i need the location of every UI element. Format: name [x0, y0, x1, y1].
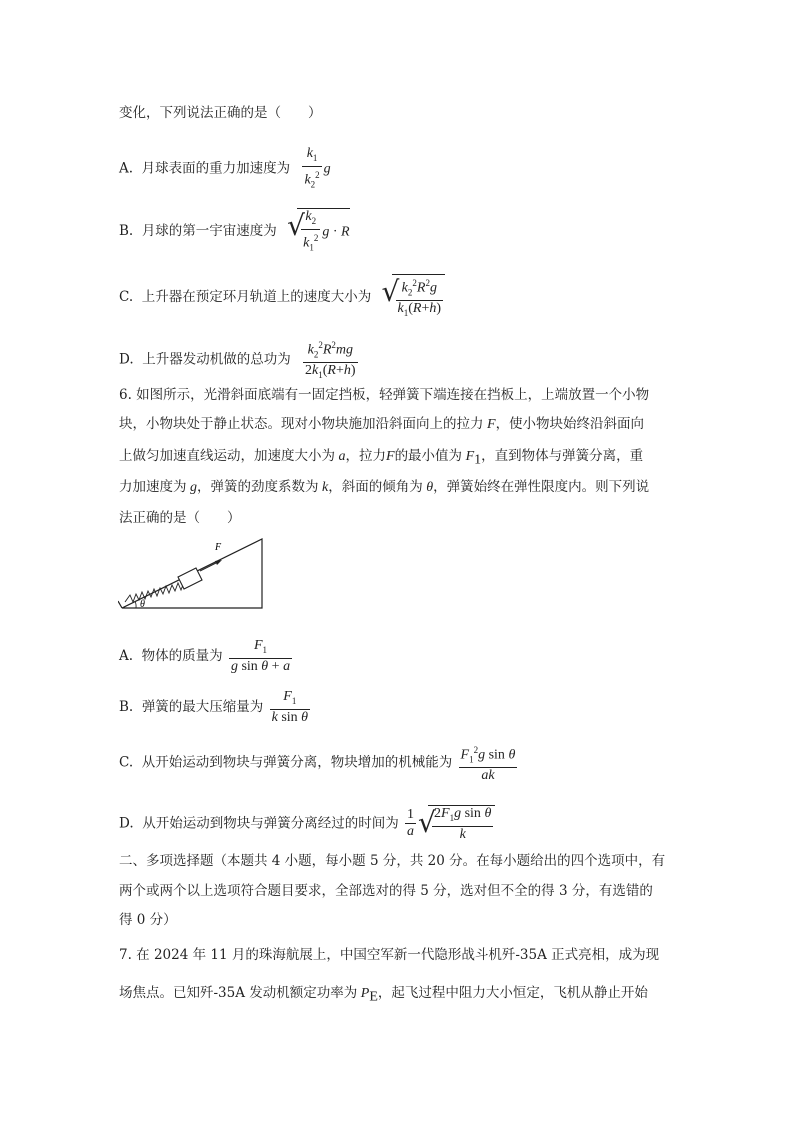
section2-line-1: 二、多项选择题（本题共 4 小题，每小题 5 分，共 20 分。在每小题给出的四个选项中，有 — [119, 853, 666, 869]
q6-option-c: C. 从开始运动到物块与弹簧分离，物块增加的机械能为 $\frac{F_1^2g \sin \theta}{ak}$ — [119, 742, 519, 784]
q5-c-formula: √ $\frac{k_2^2R^2g}{k_1(R+h)}$ — [382, 274, 446, 321]
force-arrow — [200, 562, 218, 571]
q6-option-a: A. 物体的质量为 $\frac{F_1}{\text{g sin θ + a}}$ — [119, 638, 291, 674]
q6-c-formula: $\frac{F_1^2g \sin \theta}{ak}$ — [459, 742, 518, 784]
force-arrowhead — [215, 560, 222, 565]
q5-option-c: C. 上升器在预定环月轨道上的速度大小为 √ $\frac{k_2^2R^2g}{k_1(R+h)}$ — [119, 274, 445, 321]
q5-stem-tail: 变化，下列说法正确的是（ ） — [119, 105, 322, 121]
fixed-plate — [118, 601, 122, 608]
q6-line-4: 力加速度为 g，弹簧的劲度系数为 k，斜面的倾角为 θ，弹簧始终在弹性限度内。则下列说 — [119, 479, 650, 495]
q6-line-5: 法正确的是（ ） — [119, 510, 241, 526]
q5-option-b: B. 月球的第一宇宙速度为 √ $\frac{k_2}{k_1^2}$ g · R — [119, 208, 350, 255]
q5-option-a: A. 月球表面的重力加速度为 $\frac{k_1}{k_2^2}$ g — [119, 146, 331, 192]
q6-option-b: B. 弹簧的最大压缩量为 $\frac{F_1}{\text{k sin θ}}$ — [119, 689, 309, 725]
q5-d-formula: $\frac{k_2^2R^2mg}{2k_1(R+h)}$ — [303, 337, 358, 383]
q7-line-2: 场焦点。已知歼-35A 发动机额定功率为 $P_E$，起飞过程中阻力大小恒定，飞机从静止开始 — [119, 985, 648, 1005]
section2-line-2: 两个或两个以上选项符合题目要求，全部选对的得 5 分，选对但不全的得 3 分，有选错的 — [119, 883, 653, 899]
block — [178, 568, 202, 589]
section2-line-3: 得 0 分） — [119, 912, 177, 928]
q6-b-formula: $\frac{F_1}{\text{k sin θ}}$ — [271, 689, 309, 725]
q6-line-1: 6. 如图所示，光滑斜面底端有一固定挡板，轻弹簧下端连接在挡板上，上端放置一个小物 — [119, 387, 650, 403]
q7-line-1: 7. 在 2024 年 11 月的珠海航展上，中国空军新一代隐形战斗机歼-35A 正式亮相，成为现 — [119, 947, 660, 963]
force-label: F — [215, 542, 222, 553]
q6-d-formula-frac: $\frac{1}{a}$ — [407, 807, 415, 840]
q5-b-formula: √ $\frac{k_2}{k_1^2}$ g · R — [287, 208, 349, 255]
q6-option-d: D. 从开始运动到物块与弹簧分离经过的时间为 $\frac{1}{a}$ √ $\frac{2F_1g \sin \theta}{k}$ — [119, 805, 495, 843]
q6-a-formula: $\frac{F_1}{\text{g sin θ + a}}$ — [230, 638, 291, 674]
angle-arc — [135, 601, 136, 608]
q6-line-2: 块，小物块处于静止状态。现对小物块施加沿斜面向上的拉力 F，使小物块始终沿斜面向 — [119, 416, 645, 432]
q5-option-d: D. 上升器发动机做的总功为 $\frac{k_2^2R^2mg}{2k_1(R+h)}$ — [119, 337, 360, 383]
incline-figure — [118, 533, 268, 613]
q5-a-formula: $\frac{k_1}{k_2^2}$ — [304, 146, 320, 190]
q6-d-formula-sqrt: √ $\frac{2F_1g \sin \theta}{k}$ — [418, 805, 495, 843]
q6-line-3: 上做匀加速直线运动，加速度大小为 a，拉力F的最小值为 $F_1$，直到物体与弹簧分离，重 — [119, 448, 644, 468]
angle-label: θ — [140, 599, 145, 610]
